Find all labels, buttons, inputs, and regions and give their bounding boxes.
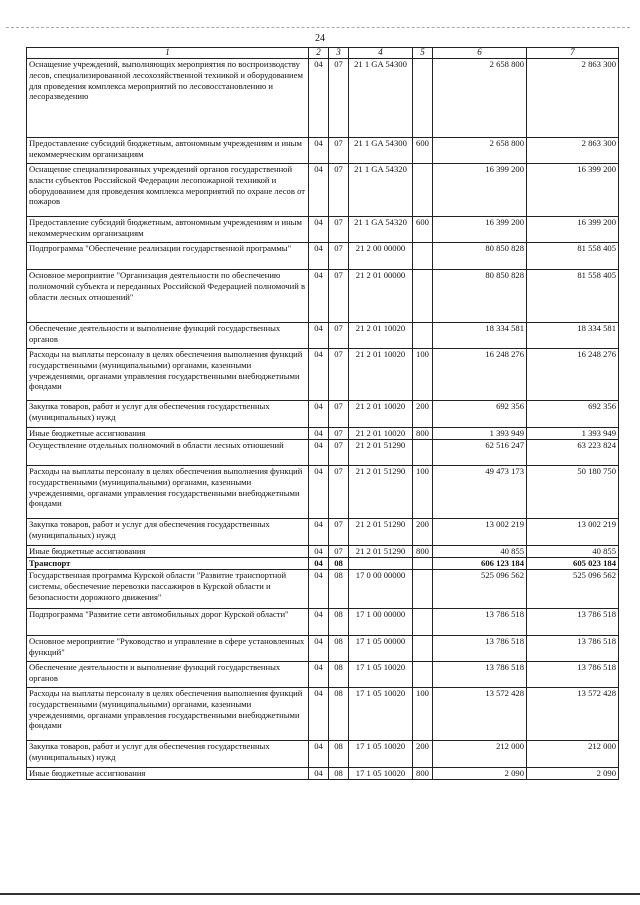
top-rule: [6, 27, 630, 28]
subsection-code: 07: [329, 401, 349, 428]
expense-type-code: 600: [413, 138, 433, 164]
amount-col6: 606 123 184: [433, 558, 527, 570]
subsection-code: 07: [329, 59, 349, 138]
amount-col7: 13 786 518: [527, 636, 619, 662]
subsection-code: 07: [329, 349, 349, 401]
amount-col6: 2 090: [433, 768, 527, 780]
bottom-rule: [0, 893, 640, 895]
subsection-code: 07: [329, 519, 349, 546]
section-code: 04: [309, 59, 329, 138]
amount-col7: 16 248 276: [527, 349, 619, 401]
amount-col6: 13 786 518: [433, 662, 527, 688]
target-article-code: 21 2 01 51290: [349, 440, 413, 466]
column-number: 5: [413, 48, 433, 59]
section-code: 04: [309, 688, 329, 741]
subsection-code: 07: [329, 217, 349, 243]
subsection-code: 07: [329, 428, 349, 440]
target-article-code: 21 2 01 00000: [349, 270, 413, 323]
section-code: 04: [309, 164, 329, 217]
line-item-name: Закупка товаров, работ и услуг для обеспечения государственных (муниципальных) нужд: [27, 519, 309, 546]
amount-col7: 2 863 300: [527, 59, 619, 138]
expense-type-code: [413, 59, 433, 138]
amount-col6: 212 000: [433, 741, 527, 768]
target-article-code: 21 2 01 51290: [349, 519, 413, 546]
amount-col6: 13 786 518: [433, 609, 527, 636]
section-code: 04: [309, 428, 329, 440]
table-row: [27, 138, 619, 164]
expense-type-code: 200: [413, 519, 433, 546]
subsection-code: 07: [329, 323, 349, 349]
amount-col6: 49 473 173: [433, 466, 527, 519]
line-item-name: Предоставление субсидий бюджетным, автономным учреждениям и иным некоммерческим организациям: [27, 217, 309, 243]
amount-col6: 40 855: [433, 546, 527, 558]
target-article-code: 21 2 01 10020: [349, 428, 413, 440]
subsection-code: 08: [329, 741, 349, 768]
column-number: 2: [309, 48, 329, 59]
expense-type-code: [413, 164, 433, 217]
amount-col6: 62 516 247: [433, 440, 527, 466]
target-article-code: 17 1 05 10020: [349, 768, 413, 780]
amount-col7: 40 855: [527, 546, 619, 558]
section-code: 04: [309, 768, 329, 780]
line-item-name: Оснащение специализированных учреждений органов государственной власти субъектов Российской Федерации лесопожарной техникой и оборудованием для проведения комплекса мероприятий по охране лесов от пожаров: [27, 164, 309, 217]
section-code: 04: [309, 270, 329, 323]
section-code: 04: [309, 558, 329, 570]
section-code: 04: [309, 519, 329, 546]
target-article-code: 21 2 01 51290: [349, 546, 413, 558]
table-row: [27, 323, 619, 349]
line-item-name: Иные бюджетные ассигнования: [27, 546, 309, 558]
target-article-code: 21 1 GA 54320: [349, 217, 413, 243]
table-row: [27, 270, 619, 323]
table-row: [27, 546, 619, 558]
expense-type-code: 600: [413, 217, 433, 243]
line-item-name: Обеспечение деятельности и выполнение функций государственных органов: [27, 323, 309, 349]
target-article-code: 21 2 01 51290: [349, 466, 413, 519]
table-row: [27, 609, 619, 636]
amount-col6: 13 572 428: [433, 688, 527, 741]
line-item-name: Расходы на выплаты персоналу в целях обеспечения выполнения функций государственными (муниципальными) органами, казенными учреждениями, органами управления государственными внебюджетными фондами: [27, 688, 309, 741]
subsection-code: 07: [329, 440, 349, 466]
amount-col7: 2 863 300: [527, 138, 619, 164]
table-row: [27, 401, 619, 428]
amount-col6: 16 399 200: [433, 164, 527, 217]
expense-type-code: 800: [413, 768, 433, 780]
expense-type-code: 800: [413, 546, 433, 558]
target-article-code: [349, 558, 413, 570]
line-item-name: Основное мероприятие "Руководство и управление в сфере установленных функций": [27, 636, 309, 662]
target-article-code: 21 2 01 10020: [349, 323, 413, 349]
table-row: [27, 466, 619, 519]
section-code: 04: [309, 217, 329, 243]
target-article-code: 21 1 GA 54300: [349, 138, 413, 164]
amount-col7: 16 399 200: [527, 164, 619, 217]
amount-col6: 13 002 219: [433, 519, 527, 546]
amount-col7: 1 393 949: [527, 428, 619, 440]
expense-type-code: [413, 270, 433, 323]
amount-col7: 81 558 405: [527, 243, 619, 270]
subsection-code: 08: [329, 570, 349, 609]
amount-col7: 16 399 200: [527, 217, 619, 243]
amount-col6: 16 399 200: [433, 217, 527, 243]
expense-type-code: [413, 243, 433, 270]
expense-type-code: [413, 609, 433, 636]
column-number: 4: [349, 48, 413, 59]
subsection-code: 08: [329, 609, 349, 636]
amount-col7: 692 356: [527, 401, 619, 428]
amount-col7: 18 334 581: [527, 323, 619, 349]
table-row: [27, 217, 619, 243]
table-row: [27, 428, 619, 440]
target-article-code: 17 0 00 00000: [349, 570, 413, 609]
amount-col7: 13 786 518: [527, 662, 619, 688]
expense-type-code: [413, 323, 433, 349]
amount-col7: 525 096 562: [527, 570, 619, 609]
amount-col7: 605 023 184: [527, 558, 619, 570]
subsection-code: 08: [329, 768, 349, 780]
amount-col6: 525 096 562: [433, 570, 527, 609]
amount-col6: 80 850 828: [433, 270, 527, 323]
column-number-row: [27, 48, 619, 59]
table-row: [27, 662, 619, 688]
table-body: [27, 48, 619, 780]
subsection-code: 08: [329, 636, 349, 662]
table-row: [27, 519, 619, 546]
target-article-code: 17 1 05 10020: [349, 741, 413, 768]
column-number: 7: [527, 48, 619, 59]
section-code: 04: [309, 741, 329, 768]
amount-col6: 13 786 518: [433, 636, 527, 662]
line-item-name: Предоставление субсидий бюджетным, автономным учреждениям и иным некоммерческим организациям: [27, 138, 309, 164]
amount-col6: 2 658 800: [433, 59, 527, 138]
budget-table: [26, 47, 619, 780]
subsection-code: 07: [329, 138, 349, 164]
table-row: [27, 688, 619, 741]
line-item-name: Закупка товаров, работ и услуг для обеспечения государственных (муниципальных) нужд: [27, 741, 309, 768]
target-article-code: 17 1 05 10020: [349, 688, 413, 741]
line-item-name: Расходы на выплаты персоналу в целях обеспечения выполнения функций государственными (муниципальными) органами, казенными учреждениями, органами управления государственными внебюджетными фондами: [27, 466, 309, 519]
line-item-name: Расходы на выплаты персоналу в целях обеспечения выполнения функций государственными (муниципальными) органами, казенными учреждениями, органами управления государственными внебюджетными фондами: [27, 349, 309, 401]
line-item-name: Транспорт: [27, 558, 309, 570]
expense-type-code: [413, 570, 433, 609]
target-article-code: 17 1 05 00000: [349, 636, 413, 662]
expense-type-code: 100: [413, 688, 433, 741]
section-code: 04: [309, 636, 329, 662]
amount-col6: 16 248 276: [433, 349, 527, 401]
amount-col6: 692 356: [433, 401, 527, 428]
amount-col7: 2 090: [527, 768, 619, 780]
amount-col6: 1 393 949: [433, 428, 527, 440]
target-article-code: 21 2 01 10020: [349, 401, 413, 428]
line-item-name: Государственная программа Курской области "Развитие транспортной системы, обеспечение перевозки пассажиров в Курской области и безопасности дорожного движения": [27, 570, 309, 609]
line-item-name: Осуществление отдельных полномочий в области лесных отношений: [27, 440, 309, 466]
expense-type-code: 100: [413, 466, 433, 519]
expense-type-code: [413, 558, 433, 570]
amount-col7: 13 002 219: [527, 519, 619, 546]
table-row: [27, 243, 619, 270]
target-article-code: 21 1 GA 54300: [349, 59, 413, 138]
amount-col6: 2 658 800: [433, 138, 527, 164]
table-row: [27, 741, 619, 768]
table-row: [27, 636, 619, 662]
table-row: [27, 570, 619, 609]
subsection-code: 08: [329, 662, 349, 688]
expense-type-code: 800: [413, 428, 433, 440]
page-number: 24: [315, 33, 325, 44]
amount-col7: 13 786 518: [527, 609, 619, 636]
expense-type-code: [413, 662, 433, 688]
section-code: 04: [309, 466, 329, 519]
line-item-name: Подпрограмма "Развитие сети автомобильных дорог Курской области": [27, 609, 309, 636]
target-article-code: 17 1 00 00000: [349, 609, 413, 636]
line-item-name: Иные бюджетные ассигнования: [27, 768, 309, 780]
line-item-name: Иные бюджетные ассигнования: [27, 428, 309, 440]
section-code: 04: [309, 323, 329, 349]
subsection-code: 07: [329, 546, 349, 558]
amount-col7: 13 572 428: [527, 688, 619, 741]
amount-col6: 80 850 828: [433, 243, 527, 270]
section-code: 04: [309, 570, 329, 609]
section-code: 04: [309, 243, 329, 270]
table-row: [27, 440, 619, 466]
subsection-code: 07: [329, 243, 349, 270]
line-item-name: Основное мероприятие "Организация деятельности по обеспечению полномочий субъекта и переданных Российской Федерацией полномочий в области лесных отношений": [27, 270, 309, 323]
line-item-name: Закупка товаров, работ и услуг для обеспечения государственных (муниципальных) нужд: [27, 401, 309, 428]
expense-type-code: [413, 636, 433, 662]
table-row: [27, 164, 619, 217]
subsection-code: 07: [329, 164, 349, 217]
amount-col7: 63 223 824: [527, 440, 619, 466]
target-article-code: 17 1 05 10020: [349, 662, 413, 688]
target-article-code: 21 2 01 10020: [349, 349, 413, 401]
column-number: 6: [433, 48, 527, 59]
target-article-code: 21 2 00 00000: [349, 243, 413, 270]
table-row: [27, 349, 619, 401]
subsection-code: 07: [329, 466, 349, 519]
line-item-name: Оснащение учреждений, выполняющих мероприятия по воспроизводству лесов, специализированной лесохозяйственной техникой и оборудованием для проведения комплекса мероприятий по лесовосстановлению и лесоразведению: [27, 59, 309, 138]
line-item-name: Подпрограмма "Обеспечение реализации государственной программы": [27, 243, 309, 270]
amount-col7: 212 000: [527, 741, 619, 768]
section-code: 04: [309, 546, 329, 558]
expense-type-code: 200: [413, 401, 433, 428]
section-code: 04: [309, 349, 329, 401]
column-number: 1: [27, 48, 309, 59]
section-code: 04: [309, 609, 329, 636]
section-code: 04: [309, 138, 329, 164]
column-number: 3: [329, 48, 349, 59]
line-item-name: Обеспечение деятельности и выполнение функций государственных органов: [27, 662, 309, 688]
subsection-code: 08: [329, 688, 349, 741]
section-code: 04: [309, 440, 329, 466]
amount-col6: 18 334 581: [433, 323, 527, 349]
table-row: [27, 768, 619, 780]
target-article-code: 21 1 GA 54320: [349, 164, 413, 217]
expense-type-code: 200: [413, 741, 433, 768]
section-code: 04: [309, 401, 329, 428]
expense-type-code: 100: [413, 349, 433, 401]
amount-col7: 50 180 750: [527, 466, 619, 519]
table-row: [27, 59, 619, 138]
section-code: 04: [309, 662, 329, 688]
subsection-code: 08: [329, 558, 349, 570]
table-row: [27, 558, 619, 570]
expense-type-code: [413, 440, 433, 466]
amount-col7: 81 558 405: [527, 270, 619, 323]
subsection-code: 07: [329, 270, 349, 323]
